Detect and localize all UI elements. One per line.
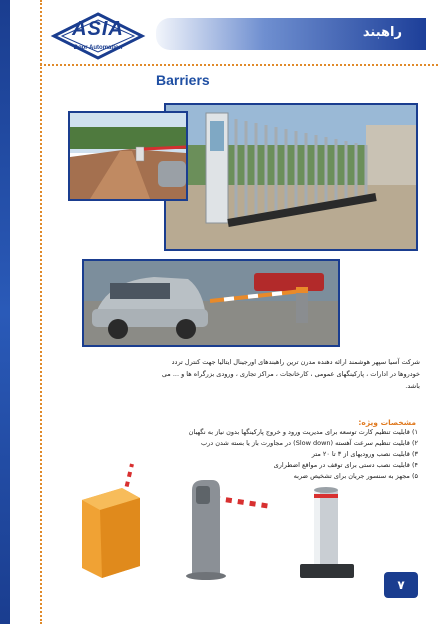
- product-grey-barrier: [180, 476, 270, 582]
- feature-item: ۱) قابلیت تنظیم کارت توسعه برای مدیریت ورود و خروج پارکینگها بدون نیاز به نگهبان: [188, 428, 418, 436]
- vertical-dotted-divider: [40, 0, 42, 624]
- feature-item: ۵) مجهز به سنسور جریان برای تشخیص ضربه: [293, 472, 418, 480]
- left-edge-strip: [0, 0, 10, 624]
- header-title-bar: [156, 18, 426, 50]
- brand-logo: [50, 12, 146, 64]
- page-number: ۷: [384, 572, 418, 598]
- features-heading: مشخصات ویژه:: [358, 418, 416, 427]
- feature-item: ۲) قابلیت تنظیم سرعت آهسته (Slow down) در مجاورت باز یا بسته شدن درب: [201, 439, 418, 447]
- feature-item: ۳) قابلیت نصب ورودیهای از ۳ تا ۲۰ متر: [311, 450, 418, 458]
- logo-tagline: Door Automation: [73, 45, 123, 51]
- horizontal-dotted-divider: [40, 64, 438, 66]
- product-bollard: [298, 484, 358, 584]
- feature-item: ۴) قابلیت نصب دستی برای توقف در مواقع اضطراری: [273, 461, 418, 469]
- section-title: Barriers: [156, 72, 210, 88]
- intro-paragraph: شرکت آسیا سپهر هوشمند ارائه دهنده مدرن ترین راهبندهای اورجینال ایتالیا جهت کنترل تردد خودروها در ادارات ، پارکینگهای عمومی ، کارخانجات ، مراکز تجاری ، ورودی بزرگراه ها و ... می باشد.: [161, 358, 420, 390]
- header-title: راهبند: [362, 25, 402, 40]
- photo-road-barrier: [68, 111, 188, 201]
- photo-car-barrier: [82, 259, 340, 347]
- features-list: [120, 427, 418, 482]
- photo-folding-barrier: [164, 103, 418, 251]
- product-orange-barrier: [78, 460, 158, 580]
- logo-wordmark: ASIA: [72, 18, 124, 40]
